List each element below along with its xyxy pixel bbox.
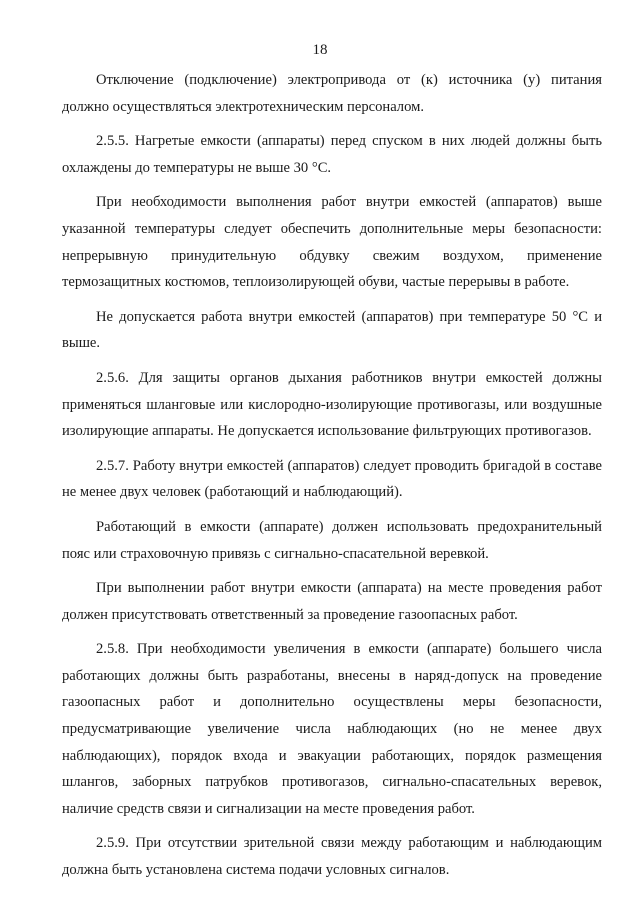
paragraph-2-5-6: 2.5.6. Для защиты органов дыхания работников внутри емкостей должны применяться шланговые или кислородно-изолирующие противогазы, или воздушные изолирующие аппараты. Не допускается использование фильтрующих противогазов. [62, 369, 602, 440]
paragraph-power-disconnect: Отключение (подключение) электропривода от (к) источника (у) питания должно осуществляться электротехническим персоналом. [62, 72, 602, 115]
page-number: 18 [312, 42, 328, 58]
paragraph-2-5-7: 2.5.7. Работу внутри емкостей (аппаратов) следует проводить бригадой в составе не менее двух человек (работающий и наблюдающий). [62, 457, 602, 501]
paragraph-responsible-person: При выполнении работ внутри емкости (аппарата) на месте проведения работ должен присутствовать ответственный за проведение газоопасных работ. [62, 580, 602, 623]
paragraph-temperature-limit: Не допускается работа внутри емкостей (аппаратов) при температуре 50 °С и выше. [62, 308, 602, 352]
paragraph-safety-harness: Работающий в емкости (аппарате) должен использовать предохранительный пояс или страховочную привязь с сигнально-спасательной веревкой. [62, 518, 602, 562]
paragraph-2-5-8: 2.5.8. При необходимости увеличения в емкости (аппарате) большего числа работающих должны быть разработаны, внесены в наряд-допуск на проведение газоопасных работ и дополнительно осуществлены меры безопасности, предусматривающие увеличение числа наблюдающих (но не менее двух наблюдающих), порядок входа и эвакуации работающих, порядок размещения шлангов, заборных патрубков противогазов, сигнально-спасательных веревок, наличие средств связи и сигнализации на месте проведения работ. [62, 641, 602, 817]
paragraph-2-5-9: 2.5.9. При отсутствии зрительной связи между работающим и наблюдающим должна быть установлена система подачи условных сигналов. [62, 835, 602, 879]
paragraph-safety-measures: При необходимости выполнения работ внутри емкостей (аппаратов) выше указанной температуры следует обеспечить дополнительные меры безопасности: непрерывную принудительную обдувку свежим воздухом, применение термозащитных костюмов, теплоизолирующей обуви, частые перерывы в работе. [62, 194, 602, 291]
document-body [62, 67, 602, 892]
paragraph-2-5-5: 2.5.5. Нагретые емкости (аппараты) перед спуском в них людей должны быть охлаждены до температуры не выше 30 °С. [62, 133, 602, 176]
